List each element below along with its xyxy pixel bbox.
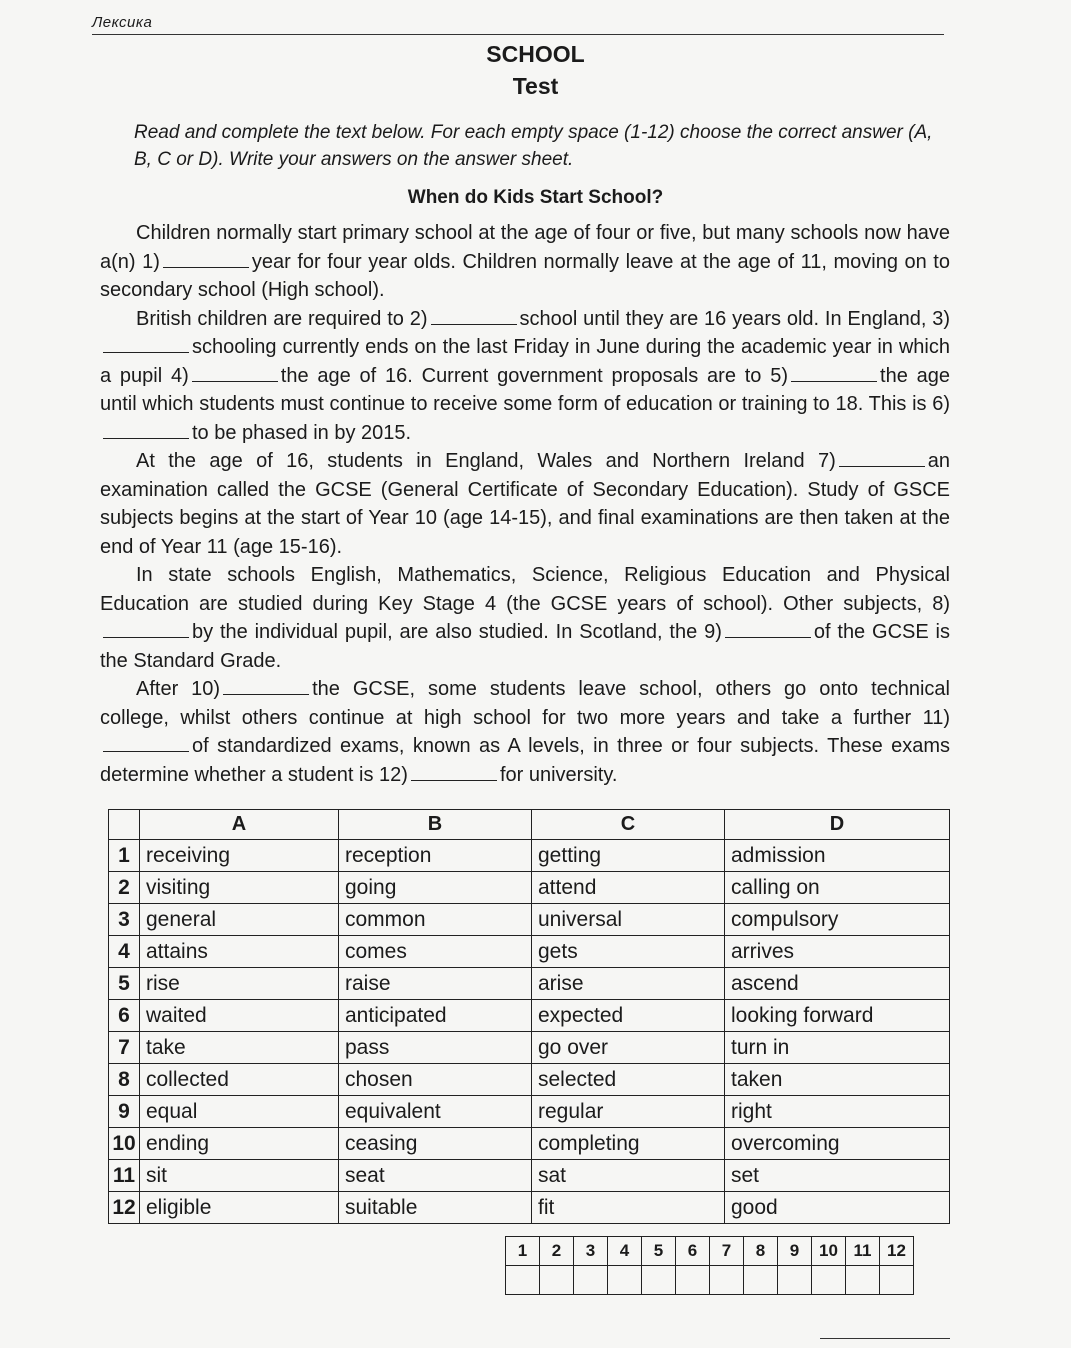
question-number: 10 (109, 1128, 140, 1160)
option-c: sat (532, 1160, 725, 1192)
option-d: looking forward (725, 1000, 950, 1032)
option-d: admission (725, 840, 950, 872)
table-row (109, 968, 950, 1000)
option-c: selected (532, 1064, 725, 1096)
option-b: suitable (339, 1192, 532, 1224)
passage-text (100, 219, 950, 789)
answer-number: 12 (880, 1237, 914, 1266)
passage-text-segment: schooling currently ends on the last Friday in June during the academic year in which a pupil 4) (100, 336, 950, 387)
question-number: 9 (109, 1096, 140, 1128)
passage-text-segment: an examination called the GCSE (General Certificate of Secondary Education). Study of GSCE subjects begins at the start of Year 10 (age 14-15), and final examinations are then taken at the end of Year 11 (age 15-16). (100, 450, 950, 558)
option-a: attains (140, 936, 339, 968)
option-d: ascend (725, 968, 950, 1000)
answer-number: 6 (676, 1237, 710, 1266)
option-c: attend (532, 872, 725, 904)
table-row (109, 872, 950, 904)
option-c: gets (532, 936, 725, 968)
answer-number: 3 (574, 1237, 608, 1266)
page-title: SCHOOL (486, 41, 585, 67)
table-row (109, 1096, 950, 1128)
header-divider (92, 34, 944, 35)
blank-1 (163, 253, 249, 268)
paragraph-2 (100, 305, 950, 448)
table-row (109, 1032, 950, 1064)
blank-9 (725, 623, 811, 638)
option-d: turn in (725, 1032, 950, 1064)
option-d: calling on (725, 872, 950, 904)
paragraph-5 (100, 675, 950, 789)
option-c: universal (532, 904, 725, 936)
passage-text-segment: the age until which students must continue to receive some form of education or training to 18. This is 6) (100, 364, 950, 415)
passage-text-segment: Children normally start primary school at the age of four or five, but many schools now have a(n) 1) (100, 222, 950, 273)
passage-text-segment: At the age of 16, students in England, Wales and Northern Ireland 7) (136, 450, 836, 472)
option-c: go over (532, 1032, 725, 1064)
passage-text-segment: In state schools English, Mathematics, Science, Religious Education and Physical Education are studied during Key Stage 4 (the GCSE years of school). Other subjects, 8) (100, 564, 950, 615)
answer-box[interactable] (710, 1266, 744, 1295)
option-a: collected (140, 1064, 339, 1096)
answer-number: 8 (744, 1237, 778, 1266)
question-number: 5 (109, 968, 140, 1000)
option-b: going (339, 872, 532, 904)
blank-6 (103, 424, 189, 439)
passage-text-segment: British children are required to 2) (136, 307, 428, 330)
answer-boxes-row (506, 1266, 914, 1295)
instructions: Read and complete the text below. For each empty space (1-12) choose the correct answer (A, B, C or D). Write your answers on the answer sheet. (134, 122, 933, 170)
passage-text-segment: for university. (499, 763, 618, 786)
question-number: 1 (109, 840, 140, 872)
options-body (109, 840, 950, 1224)
option-d: arrives (725, 936, 950, 968)
paragraph-4 (100, 561, 950, 675)
option-b: pass (339, 1032, 532, 1064)
table-row (109, 1064, 950, 1096)
blank-2 (431, 310, 517, 325)
question-number: 2 (109, 872, 140, 904)
blank-5 (791, 367, 877, 382)
option-c: getting (532, 840, 725, 872)
passage-text-segment: the age of 16. Current government proposals are to 5) (280, 364, 789, 387)
option-b: ceasing (339, 1128, 532, 1160)
header-c: C (532, 810, 725, 840)
table-row (109, 1192, 950, 1224)
passage-text-segment: by the individual pupil, are also studied. In Scotland, the 9) (192, 621, 722, 643)
table-row (109, 1128, 950, 1160)
table-row (109, 936, 950, 968)
page-subtitle: Test (512, 73, 559, 99)
footer-divider (820, 1338, 950, 1339)
question-number: 7 (109, 1032, 140, 1064)
option-a: ending (140, 1128, 339, 1160)
passage-text-segment: year for four year olds. Children normally leave at the age of 11, moving on to secondary school (High school). (100, 250, 950, 301)
question-number: 11 (109, 1160, 140, 1192)
answer-box[interactable] (574, 1266, 608, 1295)
table-row (109, 1000, 950, 1032)
option-d: good (725, 1192, 950, 1224)
answer-numbers-row (506, 1237, 914, 1266)
option-b: chosen (339, 1064, 532, 1096)
answer-number: 10 (812, 1237, 846, 1266)
answer-box[interactable] (608, 1266, 642, 1295)
option-a: waited (140, 1000, 339, 1032)
table-row (109, 904, 950, 936)
option-a: equal (140, 1096, 339, 1128)
blank-10 (223, 680, 309, 695)
answer-number: 11 (846, 1237, 880, 1266)
answer-box[interactable] (744, 1266, 778, 1295)
answer-number: 7 (710, 1237, 744, 1266)
answer-number: 1 (506, 1237, 540, 1266)
answer-box[interactable] (676, 1266, 710, 1295)
question-number: 12 (109, 1192, 140, 1224)
answer-sheet-grid (505, 1236, 914, 1295)
paragraph-3 (100, 447, 950, 561)
blank-4 (192, 367, 278, 382)
option-c: fit (532, 1192, 725, 1224)
blank-8 (103, 623, 189, 638)
option-b: raise (339, 968, 532, 1000)
option-d: taken (725, 1064, 950, 1096)
answer-box[interactable] (506, 1266, 540, 1295)
option-c: arise (532, 968, 725, 1000)
answer-box[interactable] (846, 1266, 880, 1295)
option-a: take (140, 1032, 339, 1064)
option-a: eligible (140, 1192, 339, 1224)
option-a: visiting (140, 872, 339, 904)
answer-number: 5 (642, 1237, 676, 1266)
passage-text-segment: to be phased in by 2015. (192, 421, 412, 444)
answer-number: 9 (778, 1237, 812, 1266)
passage-text-segment: After 10) (136, 678, 221, 700)
passage-text-segment: school until they are 16 years old. In England, 3) (519, 307, 950, 330)
table-row (109, 840, 950, 872)
option-c: expected (532, 1000, 725, 1032)
passage-text-segment: the GCSE, some students leave school, others go onto technical college, whilst others continue at high school for two more years and take a further 11) (100, 678, 951, 729)
answer-options-table (108, 809, 950, 1224)
blank-3 (103, 338, 189, 353)
paragraph-1 (100, 219, 950, 305)
header-b: B (339, 810, 532, 840)
option-b: anticipated (339, 1000, 532, 1032)
blank-12 (411, 766, 497, 781)
option-c: completing (532, 1128, 725, 1160)
blank-7 (839, 452, 925, 467)
answer-box[interactable] (642, 1266, 676, 1295)
answer-number: 2 (540, 1237, 574, 1266)
question-number: 6 (109, 1000, 140, 1032)
option-c: regular (532, 1096, 725, 1128)
answer-box[interactable] (880, 1266, 914, 1295)
option-a: rise (140, 968, 339, 1000)
option-a: general (140, 904, 339, 936)
option-b: common (339, 904, 532, 936)
question-number: 4 (109, 936, 140, 968)
option-d: set (725, 1160, 950, 1192)
question-number: 3 (109, 904, 140, 936)
option-b: reception (339, 840, 532, 872)
question-number: 8 (109, 1064, 140, 1096)
header-a: A (140, 810, 339, 840)
answer-number: 4 (608, 1237, 642, 1266)
passage-text-segment: of standardized exams, known as A levels, in three or four subjects. These exams determine whether a student is 12) (100, 735, 950, 786)
answer-box[interactable] (778, 1266, 812, 1295)
table-row (109, 1160, 950, 1192)
blank-11 (103, 737, 189, 752)
options-header-row (109, 810, 950, 840)
header-number-cell (109, 810, 140, 840)
option-b: equivalent (339, 1096, 532, 1128)
option-a: sit (140, 1160, 339, 1192)
passage-text-segment: of the GCSE is the Standard Grade. (100, 621, 950, 672)
header-d: D (725, 810, 950, 840)
option-b: comes (339, 936, 532, 968)
option-d: right (725, 1096, 950, 1128)
option-d: compulsory (725, 904, 950, 936)
answer-box[interactable] (812, 1266, 846, 1295)
option-a: receiving (140, 840, 339, 872)
answer-box[interactable] (540, 1266, 574, 1295)
option-d: overcoming (725, 1128, 950, 1160)
option-b: seat (339, 1160, 532, 1192)
section-label: Лексика (92, 14, 153, 31)
passage-title: When do Kids Start School? (407, 187, 664, 208)
